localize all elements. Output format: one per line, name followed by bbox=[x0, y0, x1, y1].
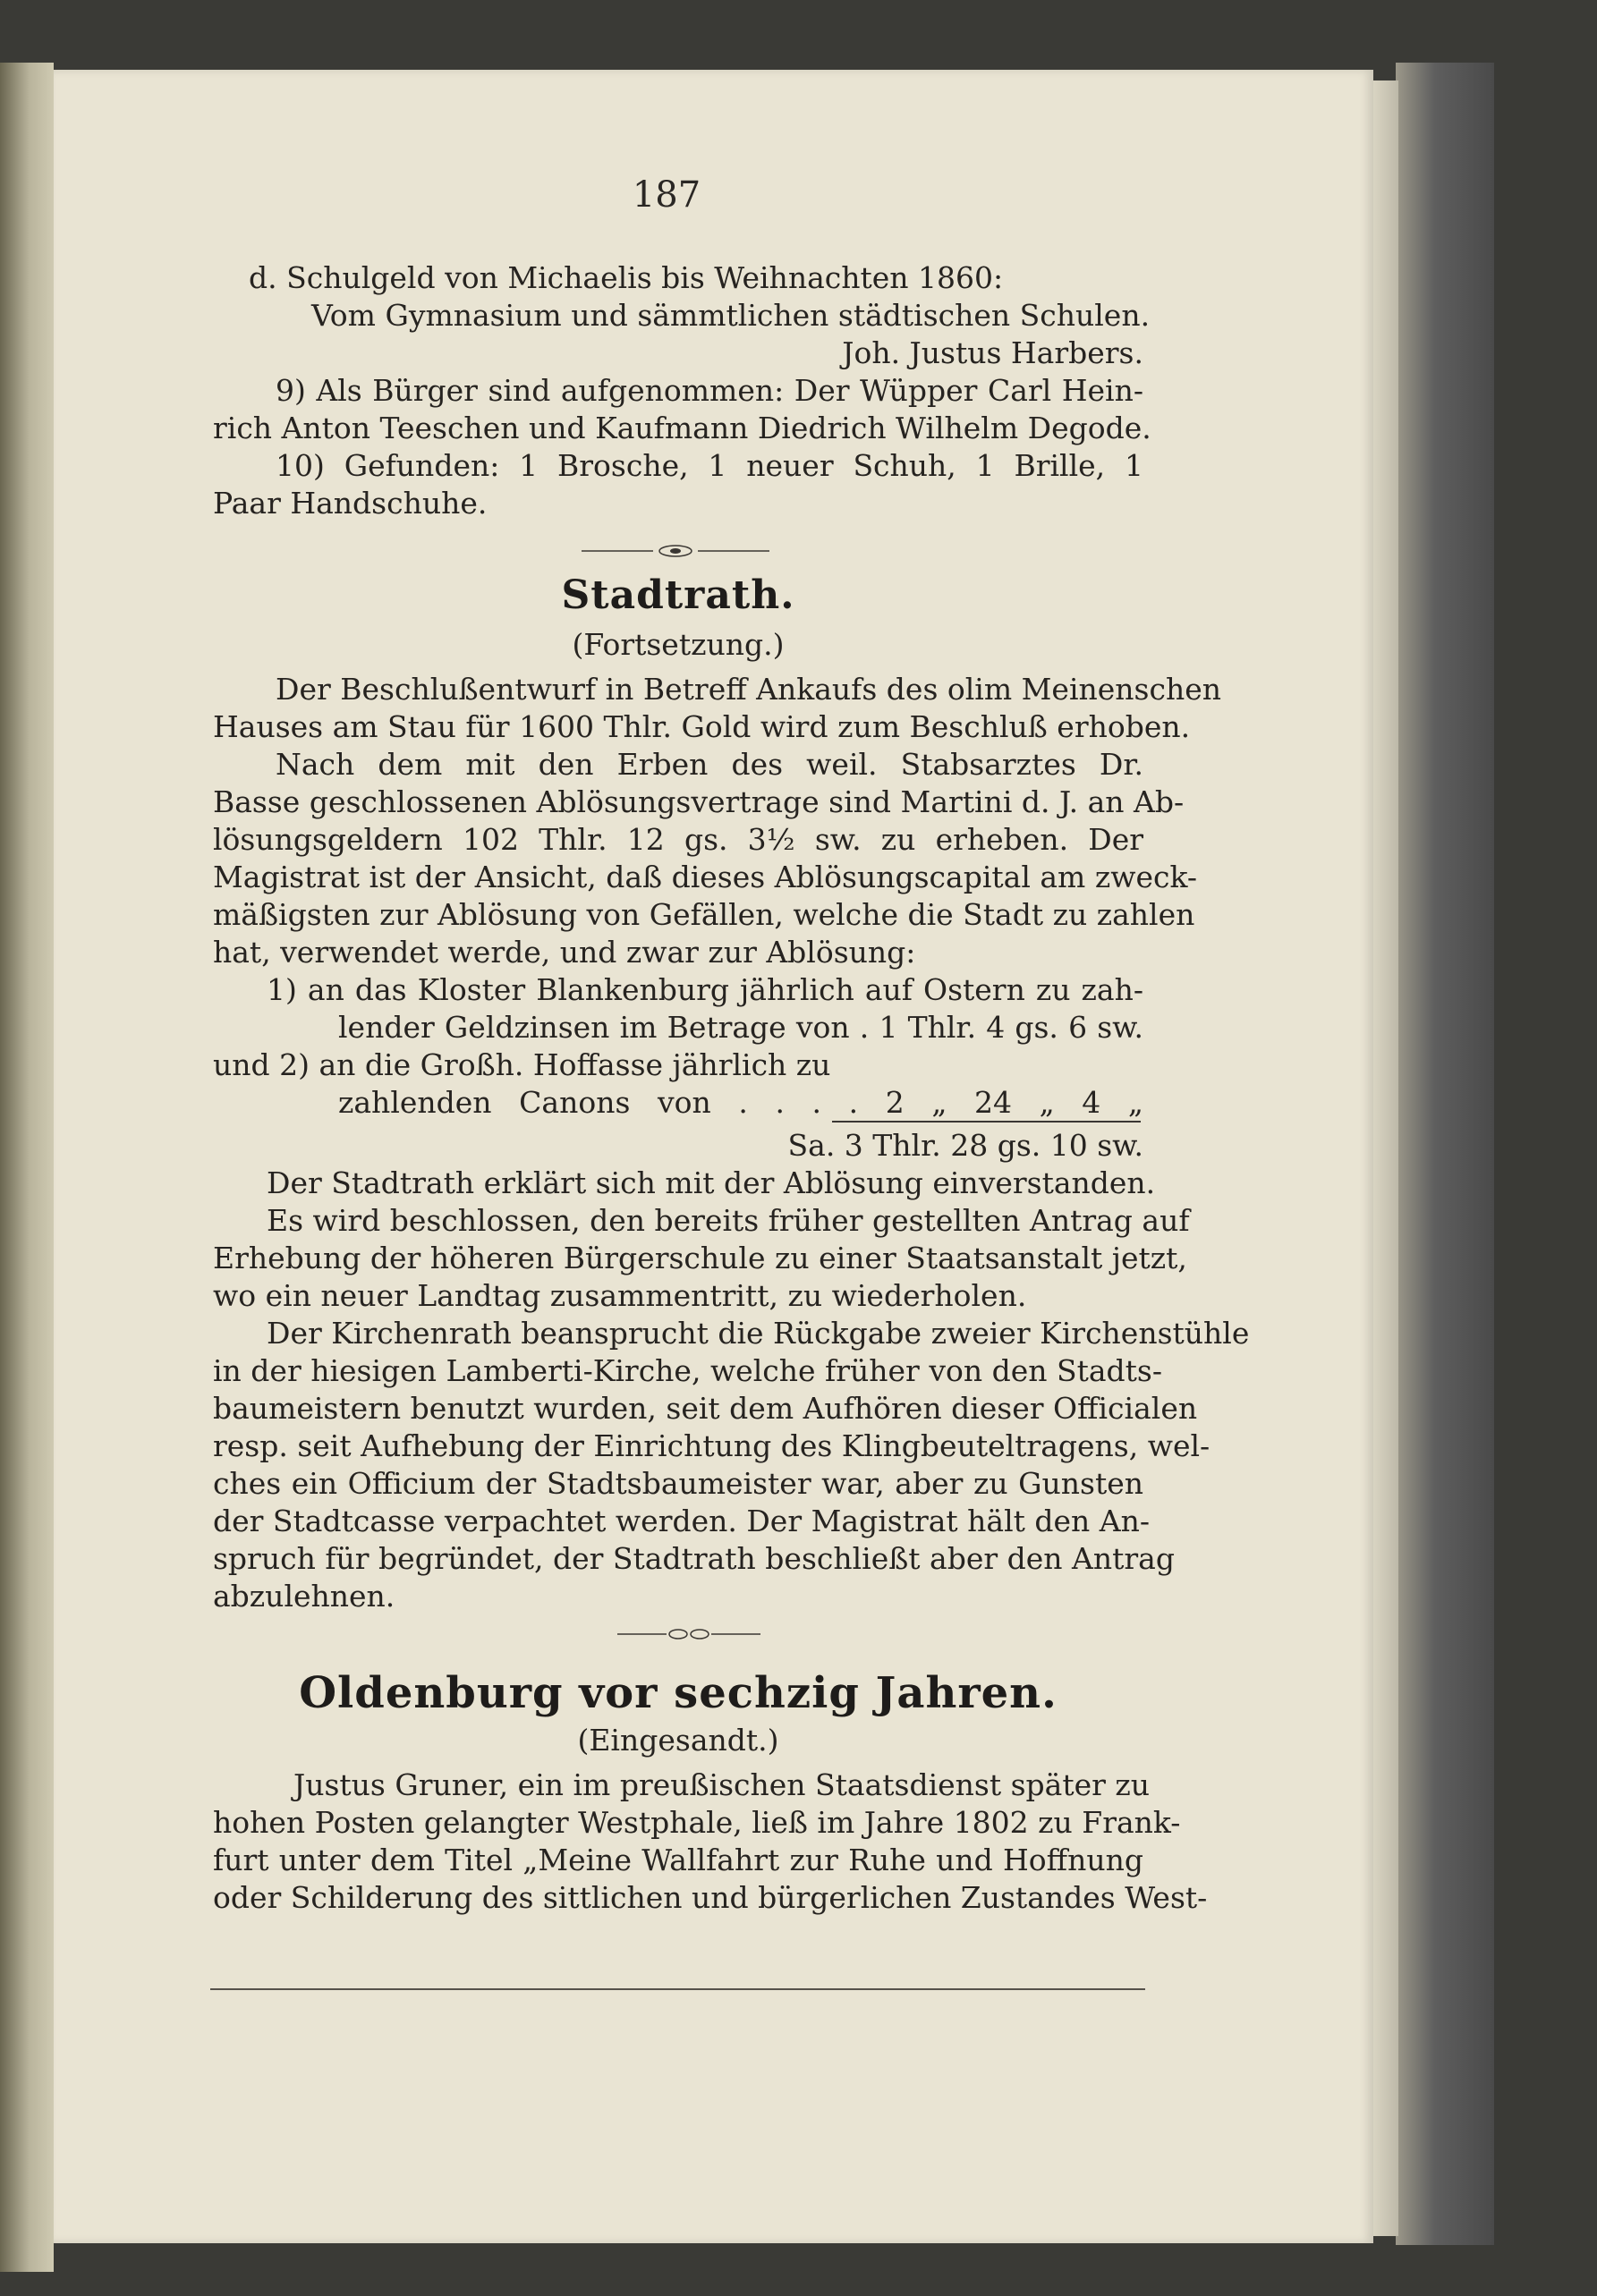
text-line: abzulehnen. bbox=[213, 1579, 395, 1614]
text-line: oder Schilderung des sittlichen und bürgerlichen Zustandes West- bbox=[213, 1880, 1208, 1915]
sum-rule bbox=[832, 1121, 1141, 1123]
text-line: Der Kirchenrath beansprucht die Rückgabe zweier Kirchenstühle bbox=[267, 1316, 1250, 1351]
text-line: Basse geschlossenen Ablösungsvertrage sind Martini d. J. an Ab- bbox=[213, 784, 1185, 819]
text-line: ches ein Officium der Stadtsbaumeister war, aber zu Gunsten bbox=[213, 1466, 1143, 1501]
page-number: 187 bbox=[632, 174, 701, 216]
text-line: lösungsgeldern 102 Thlr. 12 gs. 3½ sw. zu erheben. Der bbox=[213, 822, 1143, 857]
text-line: Paar Handschuhe. bbox=[213, 486, 488, 521]
text-line: resp. seit Aufhebung der Einrichtung des Klingbeuteltragens, wel- bbox=[213, 1428, 1210, 1463]
ornament-divider bbox=[582, 540, 769, 562]
text-line: hat, verwendet werde, und zwar zur Ablösung: bbox=[213, 935, 916, 970]
text-line: Nach dem mit den Erben des weil. Stabsarztes Dr. bbox=[276, 747, 1143, 782]
text-line: der Stadtcasse verpachtet werden. Der Magistrat hält den An- bbox=[213, 1504, 1151, 1538]
bottom-rule bbox=[210, 1988, 1145, 1990]
list-item: lender Geldzinsen im Betrage von . 1 Thlr. 4 gs. 6 sw. bbox=[338, 1010, 1143, 1045]
text-line: hohen Posten gelangter Westphale, ließ im Jahre 1802 zu Frank- bbox=[213, 1805, 1181, 1840]
text-line: Hauses am Stau für 1600 Thlr. Gold wird zum Beschluß erhoben. bbox=[213, 709, 1191, 744]
subheading: (Fortsetzung.) bbox=[572, 627, 785, 662]
left-page-edge bbox=[0, 63, 54, 2272]
text-line: d. Schulgeld von Michaelis bis Weihnachten 1860: bbox=[249, 260, 1004, 295]
text-line: spruch für begründet, der Stadtrath beschließt aber den Antrag bbox=[213, 1541, 1175, 1576]
list-item: und 2) an die Großh. Hoffasse jährlich zu bbox=[213, 1047, 831, 1082]
ornament-divider bbox=[617, 1623, 760, 1645]
text-line: Der Stadtrath erklärt sich mit der Ablösung einverstanden. bbox=[267, 1165, 1156, 1200]
book-cover-edge bbox=[1396, 63, 1494, 2245]
text-line: Der Beschlußentwurf in Betreff Ankaufs des olim Meinenschen bbox=[276, 672, 1221, 707]
section-heading-stadtrath: Stadtrath. bbox=[561, 572, 795, 618]
list-item: zahlenden Canons von . . . . 2 „ 24 „ 4 „ bbox=[338, 1085, 1143, 1120]
text-line: 9) Als Bürger sind aufgenommen: Der Wüpper Carl Hein- bbox=[276, 373, 1143, 408]
text-line: 10) Gefunden: 1 Brosche, 1 neuer Schuh, 1 Brille, 1 bbox=[276, 448, 1143, 483]
text-line: baumeistern benutzt wurden, seit dem Aufhören dieser Officialen bbox=[213, 1391, 1198, 1426]
text-line: Es wird beschlossen, den bereits früher gestellten Antrag auf bbox=[267, 1203, 1190, 1238]
text-line: Vom Gymnasium und sämmtlichen städtischen Schulen. bbox=[311, 298, 1151, 333]
sum-line: Sa. 3 Thlr. 28 gs. 10 sw. bbox=[787, 1128, 1143, 1163]
text-line: mäßigsten zur Ablösung von Gefällen, welche die Stadt zu zahlen bbox=[213, 897, 1195, 932]
text-line: wo ein neuer Landtag zusammentritt, zu wiederholen. bbox=[213, 1278, 1027, 1313]
list-item: 1) an das Kloster Blankenburg jährlich auf Ostern zu zah- bbox=[267, 972, 1143, 1007]
subheading: (Eingesandt.) bbox=[577, 1723, 779, 1758]
page-stack-edge bbox=[1373, 80, 1398, 2236]
text-line: rich Anton Teeschen und Kaufmann Diedrich Wilhelm Degode. bbox=[213, 411, 1151, 445]
text-line: Justus Gruner, ein im preußischen Staatsdienst später zu bbox=[293, 1767, 1151, 1802]
signature-line: Joh. Justus Harbers. bbox=[842, 335, 1143, 370]
text-line: Erhebung der höheren Bürgerschule zu einer Staatsanstalt jetzt, bbox=[213, 1241, 1187, 1275]
text-line: Magistrat ist der Ansicht, daß dieses Ablösungscapital am zweck- bbox=[213, 860, 1198, 894]
text-line: furt unter dem Titel „Meine Wallfahrt zur Ruhe und Hoffnung bbox=[213, 1843, 1143, 1877]
section-heading-oldenburg: Oldenburg vor sechzig Jahren. bbox=[299, 1668, 1058, 1718]
text-line: in der hiesigen Lamberti-Kirche, welche früher von den Stadts- bbox=[213, 1353, 1162, 1388]
